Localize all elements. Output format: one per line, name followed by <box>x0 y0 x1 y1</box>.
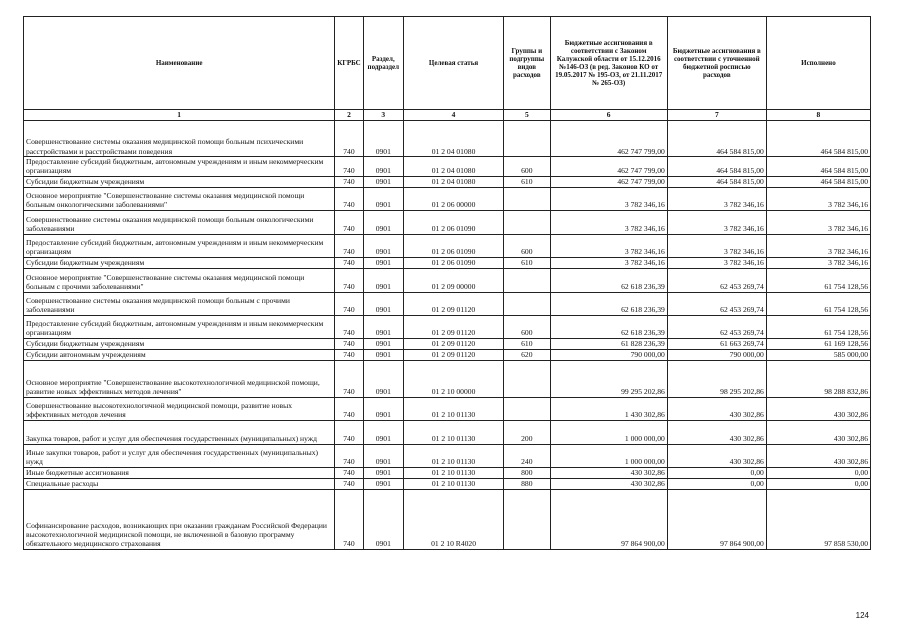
row-section: 0901 <box>363 444 403 467</box>
table-row <box>24 478 871 489</box>
row-group: 800 <box>504 467 550 478</box>
row-section: 0901 <box>363 338 403 349</box>
row-name: Совершенствование системы оказания медицинской помощи больным онкологическими заболеваниями <box>24 210 335 234</box>
table-row <box>24 268 871 292</box>
row-kgrbs: 740 <box>335 187 363 210</box>
row-executed: 61 754 128,56 <box>766 268 870 292</box>
row-target: 01 2 10 01130 <box>404 444 504 467</box>
budget-table <box>23 16 871 550</box>
row-target: 01 2 10 01130 <box>404 397 504 420</box>
row-section: 0901 <box>363 489 403 549</box>
row-target: 01 2 06 01090 <box>404 210 504 234</box>
row-target: 01 2 09 01120 <box>404 349 504 360</box>
row-executed: 61 169 128,56 <box>766 338 870 349</box>
header-target: Целевая статья <box>404 17 504 110</box>
row-executed: 3 782 346,16 <box>766 210 870 234</box>
row-group <box>504 489 550 549</box>
row-appropriations-schedule: 98 295 202,86 <box>667 360 766 397</box>
row-executed: 3 782 346,16 <box>766 234 870 257</box>
row-name: Основное мероприятие "Совершенствование системы оказания медицинской помощи больным онкологическими заболеваниями" <box>24 187 335 210</box>
row-appropriations-schedule: 62 453 269,74 <box>667 268 766 292</box>
row-appropriations-schedule: 790 000,00 <box>667 349 766 360</box>
row-name: Предоставление субсидий бюджетным, автономным учреждениям и иным некоммерческим организациям <box>24 315 335 338</box>
row-group: 610 <box>504 257 550 268</box>
row-group: 240 <box>504 444 550 467</box>
row-executed: 97 858 530,00 <box>766 489 870 549</box>
row-name: Субсидии бюджетным учреждениям <box>24 338 335 349</box>
row-executed: 61 754 128,56 <box>766 315 870 338</box>
table-row <box>24 420 871 444</box>
row-name: Иные закупки товаров, работ и услуг для обеспечения государственных (муниципальных) нужд <box>24 444 335 467</box>
table-row <box>24 210 871 234</box>
row-name: Софинансирование расходов, возникающих при оказании гражданам Российской Федерации высокотехнологичной медицинской помощи, не включенной в базовую программу обязательного медицинского страхования <box>24 489 335 549</box>
row-appropriations-schedule: 3 782 346,16 <box>667 187 766 210</box>
table-row <box>24 176 871 187</box>
column-number: 7 <box>667 110 766 121</box>
row-group: 620 <box>504 349 550 360</box>
row-group: 600 <box>504 315 550 338</box>
row-appropriations-law: 62 618 236,39 <box>550 268 667 292</box>
row-executed: 464 584 815,00 <box>766 176 870 187</box>
row-target: 01 2 06 00000 <box>404 187 504 210</box>
row-appropriations-schedule: 62 453 269,74 <box>667 292 766 315</box>
row-group: 880 <box>504 478 550 489</box>
row-executed: 0,00 <box>766 467 870 478</box>
row-appropriations-law: 97 864 900,00 <box>550 489 667 549</box>
row-kgrbs: 740 <box>335 268 363 292</box>
row-appropriations-law: 462 747 799,00 <box>550 157 667 177</box>
table-row <box>24 257 871 268</box>
row-section: 0901 <box>363 187 403 210</box>
row-executed: 98 288 832,86 <box>766 360 870 397</box>
row-appropriations-schedule: 3 782 346,16 <box>667 210 766 234</box>
row-appropriations-law: 462 747 799,00 <box>550 121 667 157</box>
row-name: Предоставление субсидий бюджетным, автономным учреждениям и иным некоммерческим организациям <box>24 157 335 177</box>
row-executed: 585 000,00 <box>766 349 870 360</box>
row-appropriations-schedule: 430 302,86 <box>667 397 766 420</box>
row-section: 0901 <box>363 315 403 338</box>
row-name: Совершенствование высокотехнологичной медицинской помощи, развитие новых эффективных методов лечения <box>24 397 335 420</box>
row-appropriations-schedule: 0,00 <box>667 467 766 478</box>
row-executed: 3 782 346,16 <box>766 187 870 210</box>
row-executed: 0,00 <box>766 478 870 489</box>
row-group <box>504 210 550 234</box>
column-number: 6 <box>550 110 667 121</box>
column-number: 4 <box>404 110 504 121</box>
row-appropriations-schedule: 430 302,86 <box>667 420 766 444</box>
row-group <box>504 360 550 397</box>
row-appropriations-schedule: 464 584 815,00 <box>667 157 766 177</box>
row-kgrbs: 740 <box>335 420 363 444</box>
row-appropriations-law: 3 782 346,16 <box>550 234 667 257</box>
row-target: 01 2 09 00000 <box>404 268 504 292</box>
header-name: Наименование <box>24 17 335 110</box>
column-number: 5 <box>504 110 550 121</box>
table-row <box>24 360 871 397</box>
row-target: 01 2 09 01120 <box>404 292 504 315</box>
row-kgrbs: 740 <box>335 349 363 360</box>
row-kgrbs: 740 <box>335 257 363 268</box>
row-section: 0901 <box>363 349 403 360</box>
header-kgrbs: КГРБС <box>335 17 363 110</box>
row-appropriations-law: 430 302,86 <box>550 478 667 489</box>
row-appropriations-law: 3 782 346,16 <box>550 210 667 234</box>
row-section: 0901 <box>363 257 403 268</box>
header-executed: Исполнено <box>766 17 870 110</box>
row-group: 600 <box>504 234 550 257</box>
column-number: 8 <box>766 110 870 121</box>
row-executed: 430 302,86 <box>766 420 870 444</box>
row-appropriations-law: 1 000 000,00 <box>550 444 667 467</box>
row-target: 01 2 06 01090 <box>404 257 504 268</box>
row-target: 01 2 06 01090 <box>404 234 504 257</box>
row-kgrbs: 740 <box>335 444 363 467</box>
row-kgrbs: 740 <box>335 121 363 157</box>
row-appropriations-law: 790 000,00 <box>550 349 667 360</box>
row-appropriations-law: 462 747 799,00 <box>550 176 667 187</box>
row-executed: 464 584 815,00 <box>766 157 870 177</box>
row-section: 0901 <box>363 121 403 157</box>
row-kgrbs: 740 <box>335 210 363 234</box>
row-appropriations-law: 3 782 346,16 <box>550 187 667 210</box>
row-appropriations-schedule: 464 584 815,00 <box>667 121 766 157</box>
table-row <box>24 315 871 338</box>
header-group: Группы и подгруппы видов расходов <box>504 17 550 110</box>
table-row <box>24 467 871 478</box>
row-appropriations-schedule: 430 302,86 <box>667 444 766 467</box>
row-kgrbs: 740 <box>335 292 363 315</box>
row-group: 610 <box>504 338 550 349</box>
row-appropriations-law: 430 302,86 <box>550 467 667 478</box>
row-executed: 430 302,86 <box>766 444 870 467</box>
row-appropriations-law: 62 618 236,39 <box>550 315 667 338</box>
row-executed: 430 302,86 <box>766 397 870 420</box>
row-appropriations-law: 99 295 202,86 <box>550 360 667 397</box>
row-target: 01 2 10 00000 <box>404 360 504 397</box>
row-kgrbs: 740 <box>335 338 363 349</box>
row-appropriations-schedule: 3 782 346,16 <box>667 234 766 257</box>
header-appropriations-law: Бюджетные ассигнования в соответствии с Законом Калужской области от 15.12.2016 №146-ОЗ (в ред. Законов КО от 19.05.2017 № 195-ОЗ, от 21.11.2017 № 265-ОЗ) <box>550 17 667 110</box>
column-number: 2 <box>335 110 363 121</box>
row-appropriations-law: 1 000 000,00 <box>550 420 667 444</box>
row-section: 0901 <box>363 420 403 444</box>
row-target: 01 2 09 01120 <box>404 315 504 338</box>
row-target: 01 2 10 01130 <box>404 467 504 478</box>
row-target: 01 2 04 01080 <box>404 121 504 157</box>
row-name: Иные бюджетные ассигнования <box>24 467 335 478</box>
row-section: 0901 <box>363 478 403 489</box>
row-appropriations-law: 62 618 236,39 <box>550 292 667 315</box>
row-appropriations-schedule: 3 782 346,16 <box>667 257 766 268</box>
row-executed: 3 782 346,16 <box>766 257 870 268</box>
table-row <box>24 121 871 157</box>
row-name: Основное мероприятие "Совершенствование системы оказания медицинской помощи больным с прочими заболеваниями" <box>24 268 335 292</box>
row-group <box>504 121 550 157</box>
row-section: 0901 <box>363 397 403 420</box>
row-section: 0901 <box>363 176 403 187</box>
row-section: 0901 <box>363 157 403 177</box>
row-name: Субсидии автономным учреждениям <box>24 349 335 360</box>
row-kgrbs: 740 <box>335 489 363 549</box>
table-row <box>24 292 871 315</box>
row-name: Совершенствование системы оказания медицинской помощи больным психическими расстройствами и расстройствами поведения <box>24 121 335 157</box>
row-executed: 61 754 128,56 <box>766 292 870 315</box>
row-section: 0901 <box>363 234 403 257</box>
row-name: Совершенствование системы оказания медицинской помощи больным с прочими заболеваниями <box>24 292 335 315</box>
row-name: Закупка товаров, работ и услуг для обеспечения государственных (муниципальных) нужд <box>24 420 335 444</box>
row-group: 200 <box>504 420 550 444</box>
row-target: 01 2 10 R4020 <box>404 489 504 549</box>
row-section: 0901 <box>363 292 403 315</box>
row-section: 0901 <box>363 210 403 234</box>
table-header <box>24 17 871 121</box>
row-group <box>504 292 550 315</box>
row-appropriations-law: 1 430 302,86 <box>550 397 667 420</box>
table-row <box>24 489 871 549</box>
row-group <box>504 268 550 292</box>
row-section: 0901 <box>363 268 403 292</box>
row-kgrbs: 740 <box>335 360 363 397</box>
row-target: 01 2 10 01130 <box>404 478 504 489</box>
row-group <box>504 187 550 210</box>
row-kgrbs: 740 <box>335 176 363 187</box>
column-number: 1 <box>24 110 335 121</box>
row-appropriations-schedule: 0,00 <box>667 478 766 489</box>
row-appropriations-schedule: 61 663 269,74 <box>667 338 766 349</box>
row-section: 0901 <box>363 360 403 397</box>
table-row <box>24 349 871 360</box>
row-executed: 464 584 815,00 <box>766 121 870 157</box>
row-name: Основное мероприятие "Совершенствование высокотехнологичной медицинской помощи, развитие новых эффективных методов лечения" <box>24 360 335 397</box>
row-kgrbs: 740 <box>335 478 363 489</box>
column-number: 3 <box>363 110 403 121</box>
row-target: 01 2 04 01080 <box>404 157 504 177</box>
row-appropriations-schedule: 62 453 269,74 <box>667 315 766 338</box>
row-appropriations-schedule: 464 584 815,00 <box>667 176 766 187</box>
row-appropriations-law: 61 828 236,39 <box>550 338 667 349</box>
table-row <box>24 338 871 349</box>
row-kgrbs: 740 <box>335 397 363 420</box>
row-kgrbs: 740 <box>335 467 363 478</box>
row-group: 600 <box>504 157 550 177</box>
header-appropriations-schedule: Бюджетные ассигнования в соответствии с уточненной бюджетной росписью расходов <box>667 17 766 110</box>
page-number: 124 <box>855 611 869 620</box>
row-group: 610 <box>504 176 550 187</box>
row-group <box>504 397 550 420</box>
row-target: 01 2 09 01120 <box>404 338 504 349</box>
column-number-row <box>24 110 871 121</box>
table-row <box>24 187 871 210</box>
row-target: 01 2 04 01080 <box>404 176 504 187</box>
row-kgrbs: 740 <box>335 234 363 257</box>
table-row <box>24 444 871 467</box>
table-row <box>24 234 871 257</box>
row-name: Предоставление субсидий бюджетным, автономным учреждениям и иным некоммерческим организациям <box>24 234 335 257</box>
header-section: Раздел, подраздел <box>363 17 403 110</box>
row-kgrbs: 740 <box>335 315 363 338</box>
row-appropriations-schedule: 97 864 900,00 <box>667 489 766 549</box>
table-row <box>24 157 871 177</box>
row-section: 0901 <box>363 467 403 478</box>
row-name: Субсидии бюджетным учреждениям <box>24 257 335 268</box>
row-kgrbs: 740 <box>335 157 363 177</box>
row-appropriations-law: 3 782 346,16 <box>550 257 667 268</box>
table-row <box>24 397 871 420</box>
row-name: Субсидии бюджетным учреждениям <box>24 176 335 187</box>
row-target: 01 2 10 01130 <box>404 420 504 444</box>
row-name: Специальные расходы <box>24 478 335 489</box>
table-body <box>24 121 871 550</box>
